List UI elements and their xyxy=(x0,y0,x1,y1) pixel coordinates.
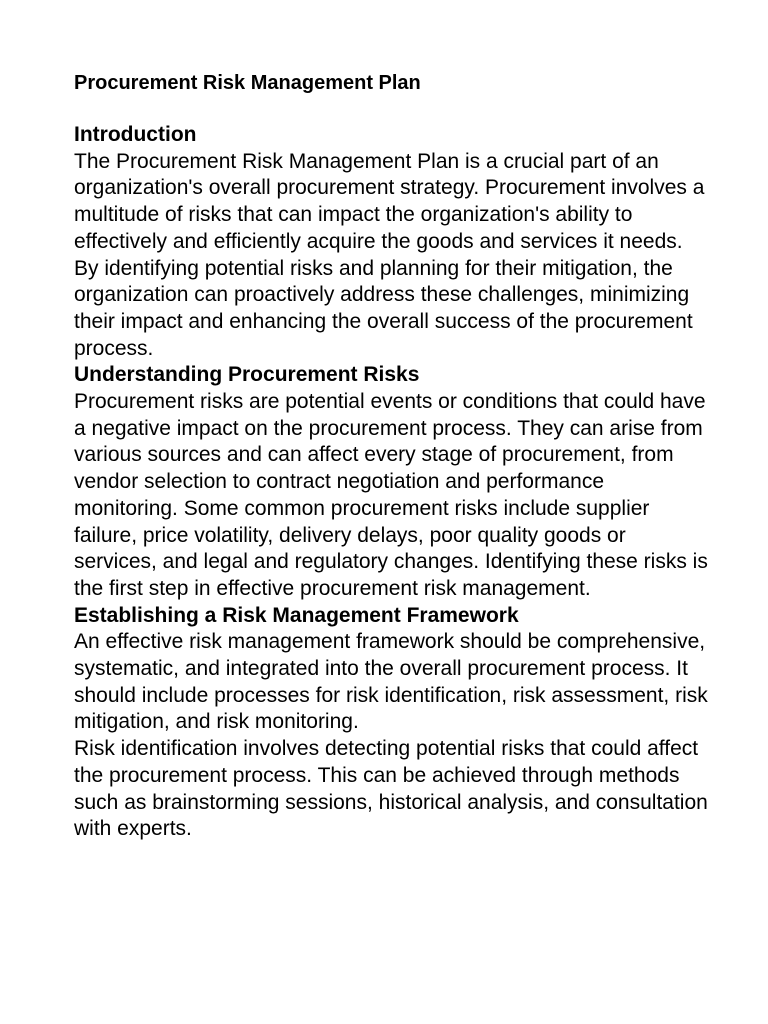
paragraph: An effective risk management framework should be comprehensive, systematic, and integrated into the overall procurement process. It should include processes for risk identification, risk assessment, risk mitigation, and risk monitoring. xyxy=(74,630,708,734)
document-title: Procurement Risk Management Plan xyxy=(74,72,421,94)
paragraph: The Procurement Risk Management Plan is a crucial part of an organization's overall procurement strategy. Procurement involves a multitude of risks that can impact the organization's ability to effectively and efficiently acquire the goods and services it needs. By identifying potential risks and planning for their mitigation, the organization can proactively address these challenges, minimizing their impact and enhancing the overall success of the procurement process. xyxy=(74,149,705,360)
section-understanding-procurement-risks xyxy=(74,362,708,602)
section-heading: Establishing a Risk Management Framework xyxy=(74,603,519,627)
section-heading: Introduction xyxy=(74,123,197,146)
paragraph: Risk identification involves detecting potential risks that could affect the procurement process. This can be achieved through methods such as brainstorming sessions, historical analysis, and consultation with experts. xyxy=(74,737,708,841)
section-heading: Understanding Procurement Risks xyxy=(74,363,420,387)
section-introduction xyxy=(74,122,708,362)
title-spacer xyxy=(74,98,708,122)
section-risk-management-framework xyxy=(74,603,708,843)
paragraph: Procurement risks are potential events or conditions that could have a negative impact on the procurement process. They can arise from various sources and can affect every stage of procurement, from vendor selection to contract negotiation and performance monitoring. Some common procurement risks include supplier failure, price volatility, delivery delays, poor quality goods or services, and legal and regulatory changes. Identifying these risks is the first step in effective procurement risk management. xyxy=(74,390,708,600)
